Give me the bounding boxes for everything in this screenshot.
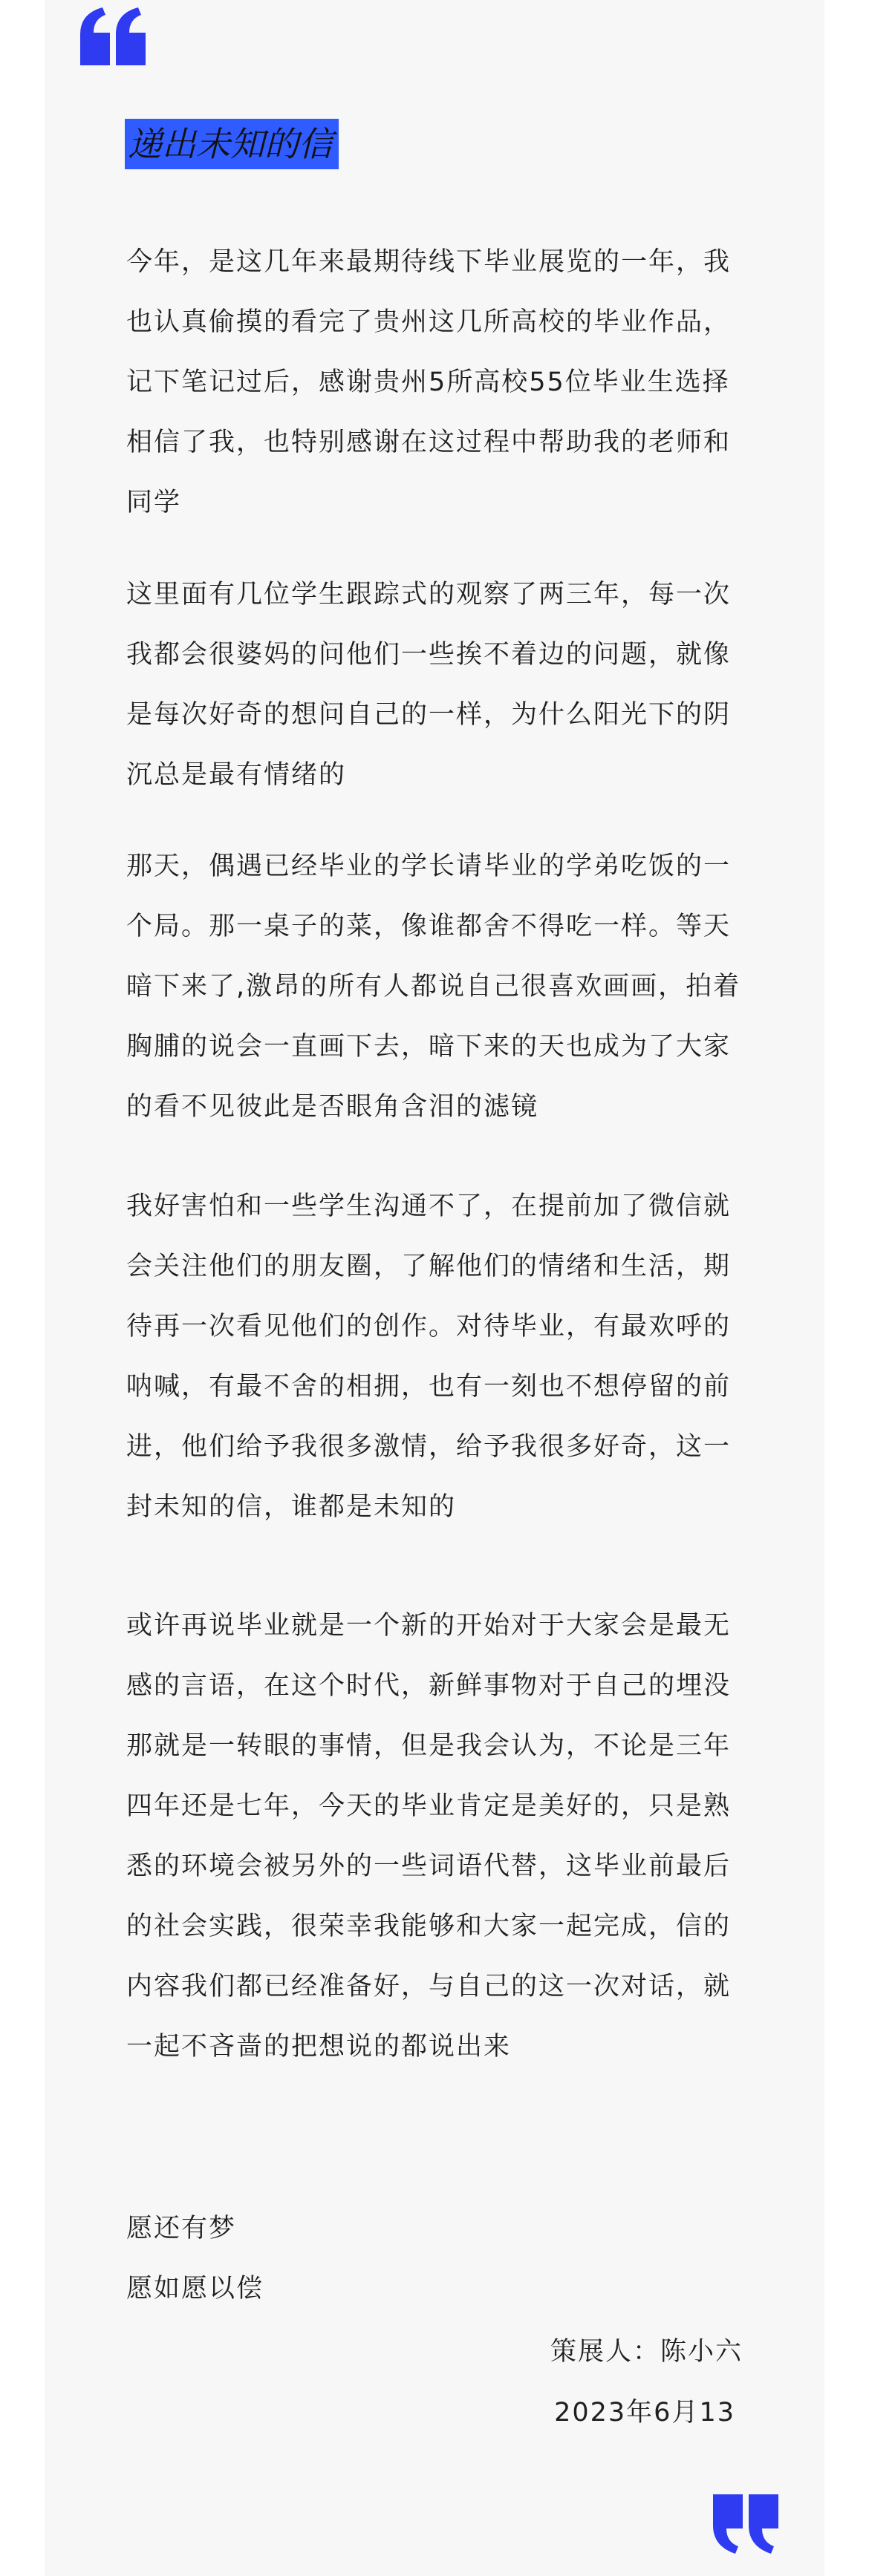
paragraph-3: 那天，偶遇已经毕业的学长请毕业的学弟吃饭的一个局。那一桌子的菜，像谁都舍不得吃一样。等天暗下来了,激昂的所有人都说自己很喜欢画画，拍着胸脯的说会一直画下去，暗下来的天也成为了大家的看不见彼此是否眼角含泪的滤镜 (126, 851, 741, 1122)
signature-block (550, 2321, 743, 2443)
paragraph-5: 或许再说毕业就是一个新的开始对于大家会是最无感的言语，在这个时代，新鲜事物对于自己的埋没那就是一转眼的事情，但是我会认为，不论是三年四年还是七年，今天的毕业肯定是美好的，只是熟悉的环境会被另外的一些词语代替，这毕业前最后的社会实践，很荣幸我能够和大家一起完成，信的内容我们都已经准备好，与自己的这一次对话，就一起不吝啬的把想说的都说出来 (126, 1611, 732, 2062)
paragraph-2: 这里面有几位学生跟踪式的观察了两三年，每一次我都会很婆妈的问他们一些挨不着边的问题，就像是每次好奇的想问自己的一样，为什么阳光下的阴沉总是最有情绪的 (126, 580, 732, 790)
close-quote-icon (712, 2494, 780, 2554)
paragraph-1: 今年，是这几年来最期待线下毕业展览的一年，我也认真偷摸的看完了贵州这几所高校的毕业作品，记下笔记过后，感谢贵州5所高校55位毕业生选择相信了我，也特别感谢在这过程中帮助我的老师和同学 (126, 247, 732, 517)
date-line: 2023年6月13 (554, 2398, 735, 2428)
closing-lines (126, 2199, 498, 2319)
letter-title: 递出未知的信 (125, 119, 339, 169)
closing-line-1: 愿还有梦 (126, 2214, 237, 2243)
paragraph-4: 我好害怕和一些学生沟通不了，在提前加了微信就会关注他们的朋友圈，了解他们的情绪和生活，期待再一次看见他们的创作。对待毕业，有最欢呼的呐喊，有最不舍的相拥，也有一刻也不想停留的前进，他们给予我很多激情，给予我很多好奇，这一封未知的信，谁都是未知的 (126, 1191, 732, 1522)
open-quote-icon (80, 7, 147, 65)
curator-line: 策展人：陈小六 (550, 2337, 743, 2367)
closing-line-2: 愿如愿以偿 (126, 2274, 264, 2304)
